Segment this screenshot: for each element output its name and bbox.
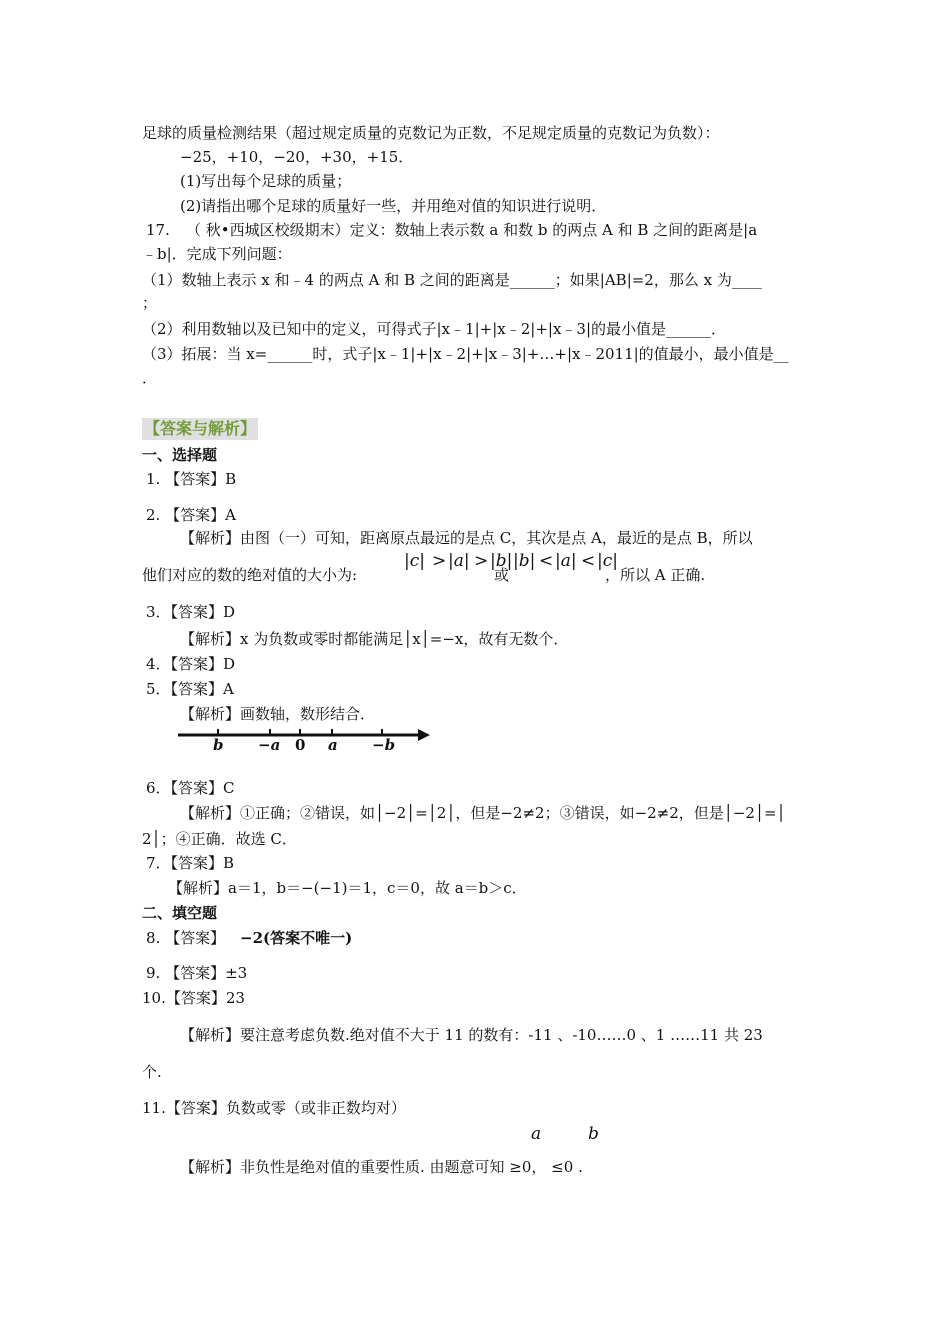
var-a: a: [531, 1124, 542, 1144]
problem17-line6: （3）拓展：当 x=______时，式子|x﹣1|+|x﹣2|+|x﹣3|+…+|x﹣2011|的值最小，最小值是__: [142, 345, 789, 363]
answer-5-explanation: 【解析】画数轴，数形结合．: [180, 705, 376, 723]
problem17-number: 17.: [146, 221, 170, 239]
var-b: b: [588, 1124, 599, 1144]
gt-sign: >: [474, 551, 489, 571]
problem17-line2: ﹣b|．完成下列问题：: [142, 245, 292, 263]
answer-11-explanation: 【解析】非负性是绝对值的重要性质. 由题意可知 ≥0， ≤0 .: [180, 1158, 583, 1176]
answer-10-explanation-line2: 个.: [142, 1063, 162, 1081]
gt-sign: >: [432, 551, 447, 571]
answer-2-or: 或: [494, 566, 510, 584]
label-b: b: [213, 736, 224, 754]
label-neg-a: −a: [258, 736, 281, 754]
answer-7-explanation: 【解析】a＝1，b＝−(−1)＝1，c＝0，故 a＝b＞c．: [168, 879, 527, 897]
problem17-line3: （1）数轴上表示 x 和﹣4 的两点 A 和 B 之间的距离是______；如果|AB|=2，那么 x 为____: [142, 271, 762, 289]
answers-section-title: 【答案与解析】: [144, 419, 257, 438]
answer-5: 5．【答案】A: [146, 680, 234, 698]
problem17-line4: ；: [142, 294, 158, 312]
abs-a: |a|: [555, 551, 577, 571]
label-neg-b: −b: [372, 736, 396, 754]
number-line-arrow: [418, 729, 430, 741]
lt-sign: <: [581, 551, 596, 571]
answer-4: 4．【答案】D: [146, 655, 236, 673]
answer-8-value: −2(答案不唯一): [240, 929, 353, 947]
label-zero: 0: [295, 736, 306, 754]
abs-c: |c|: [404, 551, 425, 571]
answer-8-label: 8. 【答案】: [146, 929, 226, 947]
answer-9: 9. 【答案】±3: [146, 964, 248, 982]
problem17-line1: （ 秋•西城区校级期末）定义：数轴上表示数 a 和数 b 的两点 A 和 B 之间的距离是|a: [186, 221, 758, 239]
abs-c: |c|: [597, 551, 618, 571]
label-a: a: [328, 736, 338, 754]
answer-6-explanation-line1: 【解析】①正确；②错误，如│−2│=│2│，但是−2≠2；③错误，如−2≠2，但是│−2│=│: [180, 804, 786, 822]
problem17-line5: （2）利用数轴以及已知中的定义，可得式子|x﹣1|+|x﹣2|+|x﹣3|的最小值是______．: [142, 320, 727, 338]
answer-10: 10.【答案】23: [142, 989, 245, 1007]
part2-title: 二、填空题: [142, 904, 218, 922]
answer-11: 11.【答案】负数或零（或非正数均对）: [142, 1099, 406, 1117]
abs-b: |b|: [490, 551, 513, 571]
answer-6-explanation-line2: 2│；④正确．故选 C．: [142, 830, 297, 848]
answer-2: 2. 【答案】A: [146, 506, 236, 524]
abs-b: |b|: [513, 551, 536, 571]
problem16-line1: 足球的质量检测结果（超过规定质量的克数记为正数，不足规定质量的克数记为负数）：: [142, 124, 720, 142]
part1-title: 一、选择题: [142, 446, 218, 464]
answer-1: 1. 【答案】B: [146, 470, 237, 488]
problem17-line7: ．: [142, 369, 158, 387]
answer-2-explanation-end: ，所以 A 正确.: [605, 566, 706, 584]
answer-3-explanation: 【解析】x 为负数或零时都能满足│x│=−x，故有无数个．: [180, 630, 569, 648]
answer-2-explanation-line1: 【解析】由图（一）可知，距离原点最远的是点 C，其次是点 A，最近的是点 B，所以: [180, 529, 753, 547]
abs-a: |a|: [448, 551, 470, 571]
lt-sign: <: [539, 551, 554, 571]
problem16-line3: (1)写出每个足球的质量；: [180, 172, 352, 190]
answer-3: 3．【答案】D: [146, 603, 236, 621]
problem16-line2: −25，+10，−20，+30，+15．: [180, 148, 414, 166]
answer-2-explanation-line2: 他们对应的数的绝对值的大小为:: [142, 566, 358, 584]
answer-6: 6．【答案】C: [146, 779, 235, 797]
answer-7: 7．【答案】B: [146, 854, 235, 872]
answer-10-explanation-line1: 【解析】要注意考虑负数.绝对值不大于 11 的数有：-11 、-10……0 、1 ……11 共 23: [180, 1026, 763, 1044]
problem16-line4: (2)请指出哪个足球的质量好一些，并用绝对值的知识进行说明．: [180, 197, 607, 215]
